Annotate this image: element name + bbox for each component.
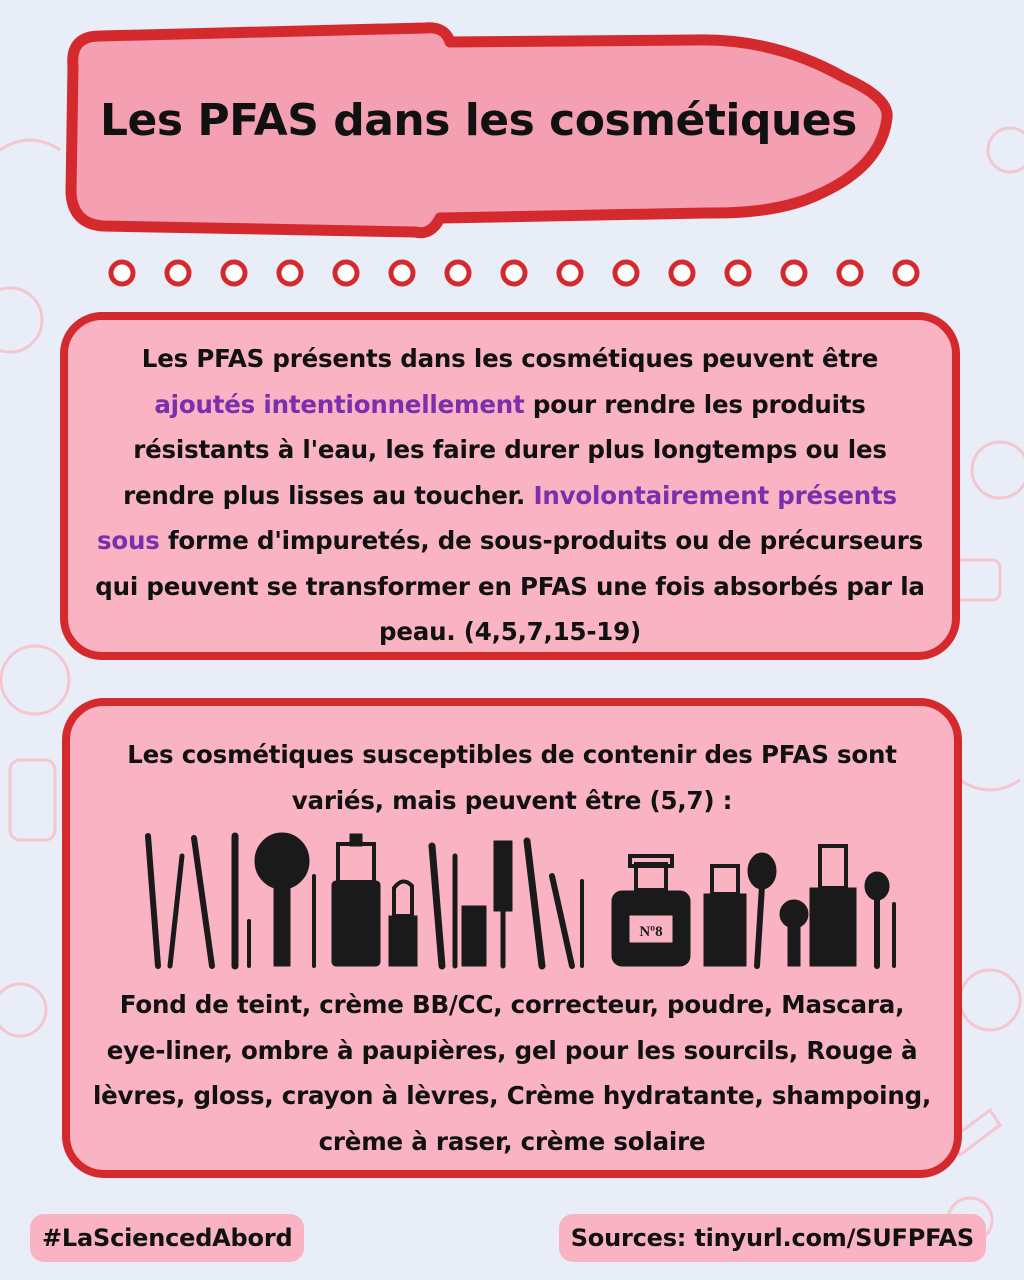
decorative-dots [103, 256, 923, 290]
page-title: Les PFAS dans les cosmétiques [100, 95, 857, 146]
explanation-text [88, 336, 932, 655]
products-intro: Les cosmétiques susceptibles de contenir des PFAS sont variés, mais peuvent être (5,7) : [127, 740, 897, 815]
highlight-intentional: ajoutés intentionnellement [154, 389, 525, 419]
explanation-card [60, 312, 960, 660]
explanation-part-2: pour rendre les produits résistants à l'eau, les faire durer plus longtemps ou les rendre plus lisses au toucher. [123, 389, 887, 510]
sources-link[interactable]: Sources: tinyurl.com/SUFPFAS [559, 1214, 986, 1262]
explanation-part-3: forme d'impuretés, de sous-produits ou de précurseurs qui peuvent se transformer en PFAS une fois absorbés par la peau. (4,5,7,15-19) [95, 526, 925, 646]
hashtag-badge: #LaSciencedAbord [30, 1214, 304, 1262]
perfume-label: Nº8 [639, 924, 663, 940]
highlight-unintentional: Involontairement présents sous [96, 480, 897, 555]
products-card [62, 698, 962, 1178]
explanation-part-1: Les PFAS présents dans les cosmétiques peuvent être [141, 344, 879, 373]
makeup-brushes-icon [142, 826, 902, 976]
products-list: Fond de teint, crème BB/CC, correcteur, poudre, Mascara, eye-liner, ombre à paupières, gel pour les sourcils, Rouge à lèvres, gloss, crayon à lèvres, Crème hydratante, shampoing, crème à raser, crème solaire [92, 990, 932, 1156]
